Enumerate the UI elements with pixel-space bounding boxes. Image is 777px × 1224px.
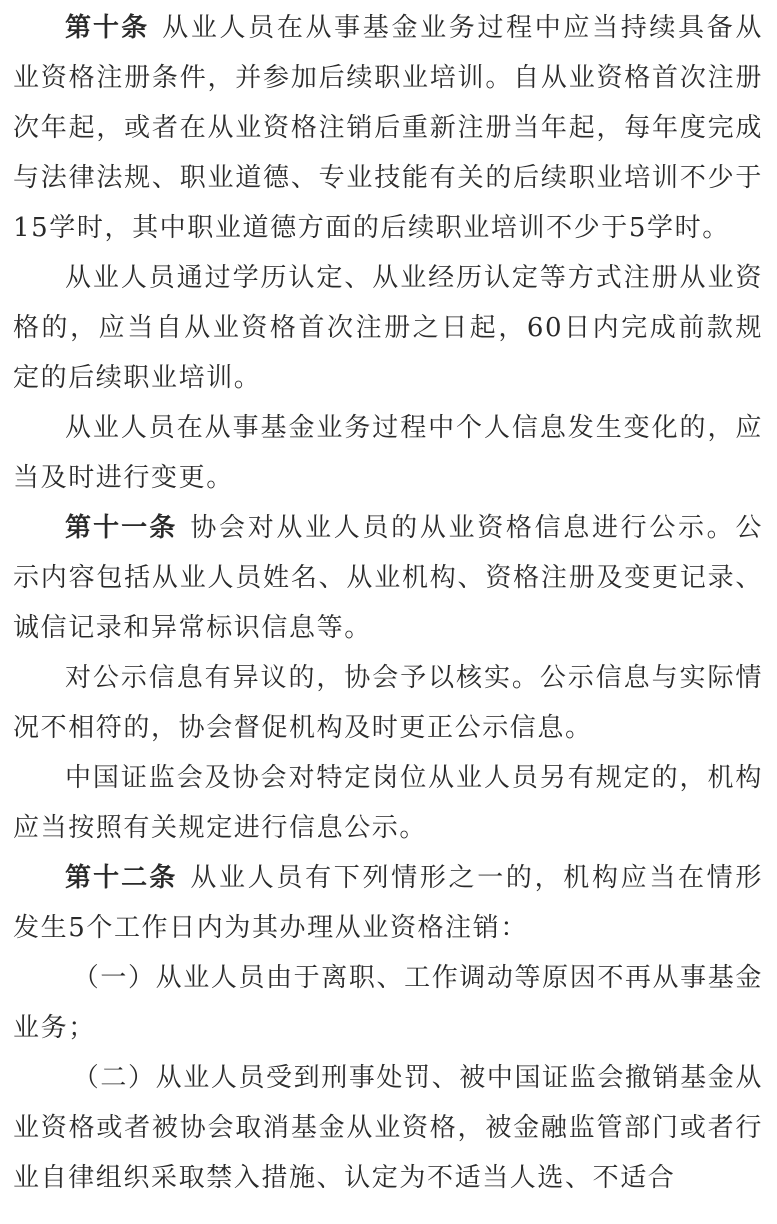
paragraph-text: 从业人员在从事基金业务过程中应当持续具备从业资格注册条件，并参加后续职业培训。自从业资格首次注册次年起，或者在从业资格注销后重新注册当年起，每年度完成与法律法规、职业道德、专业技能有关的后续职业培训不少于15学时，其中职业道德方面的后续职业培训不少于5学时。 bbox=[13, 13, 763, 243]
paragraph-text: 从业人员有下列情形之一的，机构应当在情形发生5个工作日内为其办理从业资格注销： bbox=[13, 863, 763, 943]
paragraph-text: 对公示信息有异议的，协会予以核实。公示信息与实际情况不相符的，协会督促机构及时更正公示信息。 bbox=[13, 663, 763, 743]
paragraph bbox=[13, 653, 763, 753]
paragraph bbox=[13, 253, 763, 403]
paragraph-text: 从业人员通过学历认定、从业经历认定等方式注册从业资格的，应当自从业资格首次注册之日起，60日内完成前款规定的后续职业培训。 bbox=[13, 263, 763, 393]
article-heading: 第十条 bbox=[65, 13, 150, 43]
paragraph bbox=[13, 403, 763, 503]
paragraph-text: 协会对从业人员的从业资格信息进行公示。公示内容包括从业人员姓名、从业机构、资格注册及变更记录、诚信记录和异常标识信息等。 bbox=[13, 513, 763, 643]
paragraph-article-10 bbox=[13, 0, 763, 253]
paragraph-article-12 bbox=[13, 853, 763, 953]
list-item bbox=[13, 953, 763, 1053]
paragraph-text: 从业人员在从事基金业务过程中个人信息发生变化的，应当及时进行变更。 bbox=[13, 413, 763, 493]
paragraph-text: （二）从业人员受到刑事处罚、被中国证监会撤销基金从业资格或者被协会取消基金从业资格，被金融监管部门或者行业自律组织采取禁入措施、认定为不适当人选、不适合 bbox=[13, 1063, 763, 1193]
article-heading: 第十二条 bbox=[65, 863, 178, 893]
article-heading: 第十一条 bbox=[65, 513, 178, 543]
paragraph-text: 中国证监会及协会对特定岗位从业人员另有规定的，机构应当按照有关规定进行信息公示。 bbox=[13, 763, 763, 843]
paragraph-text: （一）从业人员由于离职、工作调动等原因不再从事基金业务； bbox=[13, 963, 763, 1043]
paragraph bbox=[13, 753, 763, 853]
paragraph-article-11 bbox=[13, 503, 763, 653]
list-item bbox=[13, 1053, 763, 1203]
